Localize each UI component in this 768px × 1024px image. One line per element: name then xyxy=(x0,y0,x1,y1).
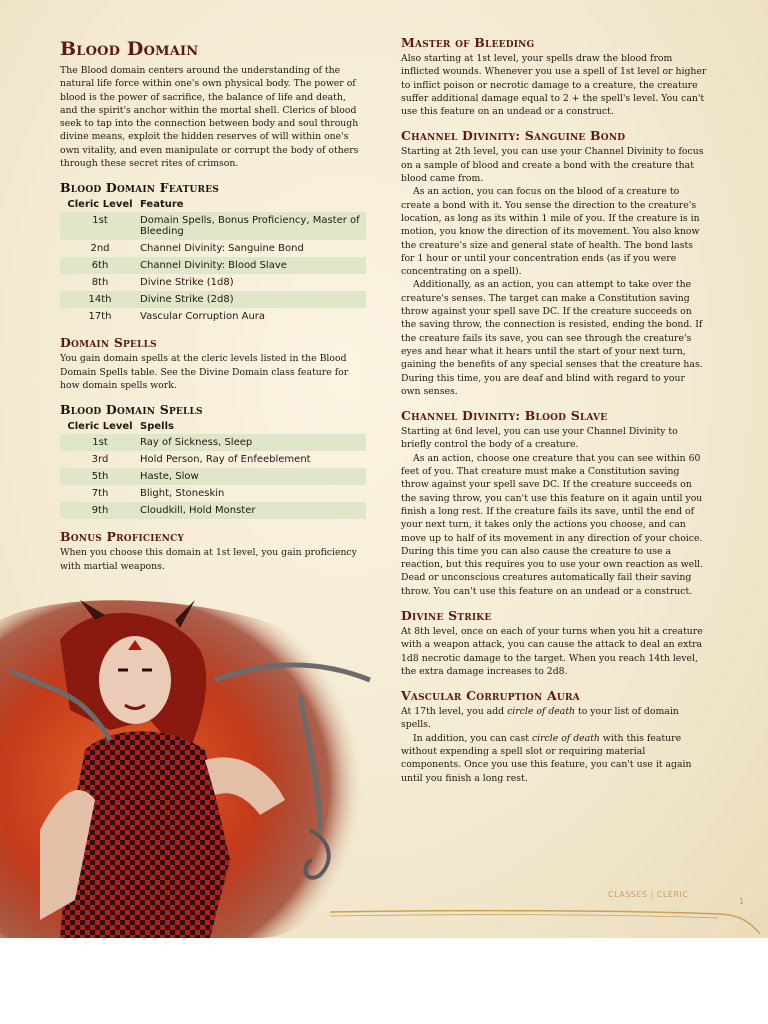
vascular-aura-paragraph-1 xyxy=(401,705,707,732)
level-cell: 6th xyxy=(60,257,140,274)
level-cell: 2nd xyxy=(90,243,110,255)
divine-strike-heading: Divine Strike xyxy=(401,607,492,623)
table-row xyxy=(60,257,366,274)
table-row xyxy=(60,502,366,519)
table-row xyxy=(60,240,366,257)
table-row xyxy=(60,434,366,451)
level-cell: 1st xyxy=(60,212,140,240)
table-row xyxy=(60,308,366,325)
spells-cell: Hold Person, Ray of Enfeeblement xyxy=(140,454,311,466)
level-cell: 5th xyxy=(60,468,140,485)
level-cell: 3rd xyxy=(91,454,109,466)
features-table xyxy=(60,197,366,325)
bonus-proficiency-paragraph: When you choose this domain at 1st level, you gain proficiency with martial weapons. xyxy=(60,547,357,572)
text-run: to your list of domain spells. xyxy=(401,706,679,731)
column-header-level: Cleric Level xyxy=(67,421,133,433)
features-table-header xyxy=(60,197,366,212)
level-cell: 7th xyxy=(91,488,109,500)
table-row xyxy=(60,212,366,240)
features-table-heading: Blood Domain Features xyxy=(60,180,219,196)
page-title: Blood Domain xyxy=(60,38,199,60)
feature-cell: Divine Strike (1d8) xyxy=(140,277,234,289)
blood-slave-heading: Channel Divinity: Blood Slave xyxy=(401,408,608,424)
footer-ornament xyxy=(0,900,768,938)
level-cell: 9th xyxy=(60,502,140,519)
column-header-spells: Spells xyxy=(140,421,174,433)
spells-cell: Blight, Stoneskin xyxy=(140,488,225,500)
feature-cell: Channel Divinity: Sanguine Bond xyxy=(140,243,304,255)
spells-cell: Haste, Slow xyxy=(140,468,366,485)
intro-paragraph: The Blood domain centers around the understanding of the natural life force within one's own physical body. The power of blood is the power of sacrifice, the balance of life and death, and the spirit's anchor within the mortal shell. Clerics of blood seek to tap into the connection between body and soul through divine means, exploit the hidden reserves of will within one's own vitality, and even manipulate or corrupt the body of others through these secret rites of crimson. xyxy=(60,65,359,170)
level-cell: 1st xyxy=(60,434,140,451)
spell-name: circle of death xyxy=(531,732,600,744)
vascular-aura-heading: Vascular Corruption Aura xyxy=(401,688,580,704)
vascular-aura-paragraph-2 xyxy=(401,732,707,785)
table-row xyxy=(60,485,366,502)
sanguine-bond-paragraph-1: Starting at 2th level, you can use your Channel Divinity to focus on a sample of blood and create a bond with the creature that blood came from. xyxy=(401,146,704,185)
master-of-bleeding-heading: Master of Bleeding xyxy=(401,35,535,50)
right-column xyxy=(401,35,707,785)
page-number: 1 xyxy=(739,897,745,906)
level-cell: 17th xyxy=(88,311,112,323)
domain-spells-heading: Domain Spells xyxy=(60,335,157,351)
sanguine-bond-heading: Channel Divinity: Sanguine Bond xyxy=(401,128,626,144)
feature-cell: Domain Spells, Bonus Proficiency, Master of Bleeding xyxy=(140,212,366,240)
spells-table-heading: Blood Domain Spells xyxy=(60,402,203,418)
spells-table-header xyxy=(60,419,366,434)
spells-cell: Cloudkill, Hold Monster xyxy=(140,502,366,519)
sanguine-bond-paragraph-2: As an action, you can focus on the blood of a creature to create a bond with it. You sense the direction to the creature's location, as long as its within 1 mile of you. If the creature is in motion, you know the direction of its movement. You also know the creature's size and general state of health. The bond lasts for 1 hour or until your concentration ends (as if you were concentrating on a spell). xyxy=(401,186,700,278)
level-cell: 14th xyxy=(60,291,140,308)
feature-cell: Channel Divinity: Blood Slave xyxy=(140,257,366,274)
divine-strike-paragraph: At 8th level, once on each of your turns when you hit a creature with a weapon attack, you can cause the attack to deal an extra 1d8 necrotic damage to the target. When you reach 14th level, the extra damage increases to 2d8. xyxy=(401,625,703,677)
footer-section-label: CLASSES | CLERIC xyxy=(608,890,689,899)
domain-spells-paragraph: You gain domain spells at the cleric levels listed in the Blood Domain Spells table. See the Divine Domain class feature for how domain spells work. xyxy=(60,353,349,391)
blood-cleric-illustration xyxy=(0,600,380,938)
spells-table xyxy=(60,419,366,519)
text-run: with this feature without expending a spell slot or requiring material components. Once you use this feature, you can't use it again until you finish a long rest. xyxy=(401,732,692,784)
spells-cell: Ray of Sickness, Sleep xyxy=(140,434,366,451)
table-row xyxy=(60,291,366,308)
text-run: In addition, you can cast xyxy=(413,732,532,744)
sanguine-bond-paragraph-3: Additionally, as an action, you can attempt to take over the creature's senses. The target can make a Constitution saving throw against your spell save DC. If the creature succeeds on the saving throw, the connection is resisted, ending the bond. If the creature fails its save, you can see through the creature's eyes and hear what it hears until the start of your next turn, gaining the benefits of any special senses that the creature has. During this time, you are deaf and blind with regard to your own senses. xyxy=(401,279,703,397)
left-column xyxy=(60,30,366,573)
master-of-bleeding-paragraph: Also starting at 1st level, your spells draw the blood from inflicted wounds. Whenever you use a spell of 1st level or higher to inflict poison or necrotic damage to a creature, the creature suffer additional damage equal to 2 + the spell's level. You can't use this feature on an undead or a construct. xyxy=(401,53,707,118)
blood-slave-paragraph-2: As an action, choose one creature that you can see within 60 feet of you. That creature must make a Constitution saving throw against your spell save DC. If the creature succeeds on the saving throw, you can't use this feature on it again until you finish a long rest. If the creature fails its save, until the end of your next turn, it takes only the actions you choose, and can move up to half of its movement in any direction of your choice. During this time you can also cause the creature to use a reaction, but this requires you to use your own reaction as well. Dead or unconscious creatures automatically fail their saving throw. You can't use this feature on an undead or a construct. xyxy=(401,452,704,597)
column-header-level: Cleric Level xyxy=(67,199,133,211)
column-header-feature: Feature xyxy=(140,199,184,211)
table-row xyxy=(60,468,366,485)
blood-slave-paragraph-1: Starting at 6nd level, you can use your Channel Divinity to briefly control the body of a creature. xyxy=(401,426,678,451)
bonus-proficiency-heading: Bonus Proficiency xyxy=(60,529,185,545)
text-run: At 17th level, you add xyxy=(401,706,508,718)
feature-cell: Divine Strike (2d8) xyxy=(140,291,366,308)
spell-name: circle of death xyxy=(507,706,576,718)
feature-cell: Vascular Corruption Aura xyxy=(140,311,266,323)
level-cell: 8th xyxy=(91,277,109,289)
table-row xyxy=(60,451,366,468)
table-row xyxy=(60,274,366,291)
